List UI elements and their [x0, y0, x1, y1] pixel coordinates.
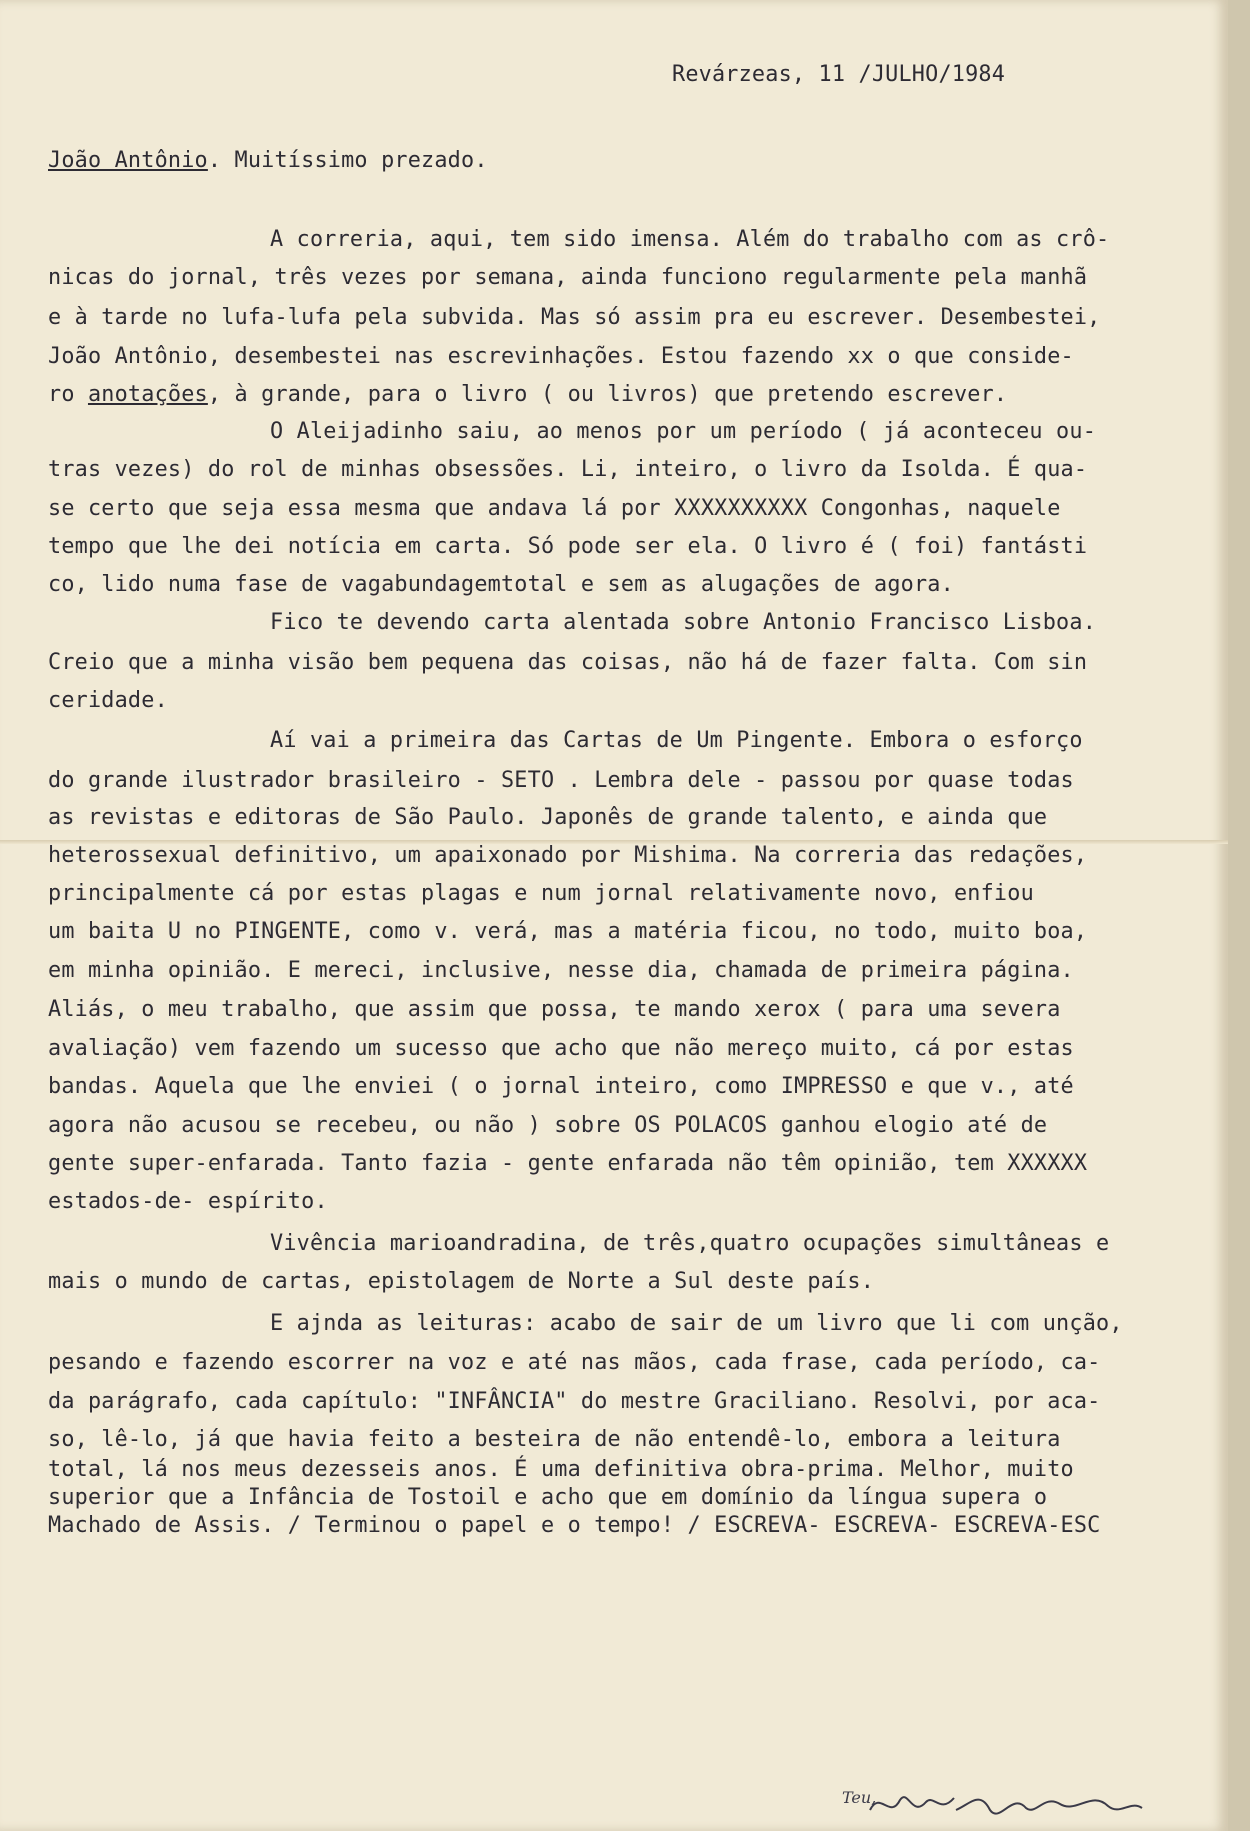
- salutation-name: João Antônio: [48, 148, 208, 173]
- letter-line: um baita U no PINGENTE, como v. verá, mas a matéria ficou, no todo, muito boa,: [48, 919, 1088, 944]
- letter-line: Aí vai a primeira das Cartas de Um Pingente. Embora o esforço: [270, 728, 1083, 753]
- letter-line: Vivência marioandradina, de três,quatro ocupações simultâneas e: [270, 1231, 1110, 1256]
- letter-line: Machado de Assis. / Terminou o papel e o tempo! / ESCREVA- ESCREVA- ESCREVA-ESC: [48, 1513, 1101, 1538]
- letter-line: tempo que lhe dei notícia em carta. Só pode ser ela. O livro é ( foi) fantásti: [48, 534, 1088, 559]
- letter-line: mais o mundo de cartas, epistolagem de Norte a Sul deste país.: [48, 1269, 875, 1294]
- salutation: [48, 146, 488, 176]
- signature-text: Wilson Bueno: [940, 1814, 947, 1815]
- letter-line: as revistas e editoras de São Paulo. Japonês de grande talento, e ainda que: [48, 805, 1048, 830]
- paper-edge: [1228, 0, 1250, 1831]
- letter-line: gente super-enfarada. Tanto fazia - gente enfarada não têm opinião, tem XXXXXX: [48, 1151, 1088, 1176]
- letter-line: Creio que a minha visão bem pequena das coisas, não há de fazer falta. Com sin: [48, 650, 1088, 675]
- letter-line: avaliação) vem fazendo um sucesso que acho que não mereço muito, cá por estas: [48, 1036, 1074, 1061]
- letter-line: em minha opinião. E mereci, inclusive, nesse dia, chamada de primeira página.: [48, 958, 1074, 983]
- letter-line: superior que a Infância de Tostoil e acho que em domínio da língua supera o: [48, 1485, 1048, 1510]
- letter-line: E ajnda as leituras: acabo de sair de um livro que li com unção,: [270, 1311, 1123, 1336]
- letter-line: se certo que seja essa mesma que andava lá por XXXXXXXXXX Congonhas, naquele: [48, 496, 1061, 521]
- letter-line: A correria, aqui, tem sido imensa. Além do trabalho com as crô-: [270, 227, 1110, 252]
- salutation-rest: . Muitíssimo prezado.: [207, 148, 488, 173]
- letter-line: e à tarde no lufa-lufa pela subvida. Mas só assim pra eu escrever. Desembestei,: [48, 305, 1101, 330]
- letter-line: ceridade.: [48, 688, 168, 713]
- letter-line: ro anotações, à grande, para o livro ( ou livros) que pretendo escrever.: [48, 382, 1008, 407]
- letter-line: heterossexual definitivo, um apaixonado por Mishima. Na correria das redações,: [48, 843, 1088, 868]
- signature: [830, 1780, 1210, 1828]
- letter-line: nicas do jornal, três vezes por semana, ainda funciono regularmente pela manhã: [48, 265, 1088, 290]
- letter-line: João Antônio, desembestei nas escrevinhações. Estou fazendo xx o que conside-: [48, 344, 1074, 369]
- signature-prefix: Teu,: [842, 1788, 877, 1807]
- letter-line: Aliás, o meu trabalho, que assim que possa, te mando xerox ( para uma severa: [48, 997, 1061, 1022]
- letter-line: so, lê-lo, já que havia feito a besteira de não entendê-lo, embora a leitura: [48, 1427, 1061, 1452]
- letter-line: O Aleijadinho saiu, ao menos por um período ( já aconteceu ou-: [270, 419, 1097, 444]
- letter-line: pesando e fazendo escorrer na voz e até nas mãos, cada frase, cada período, ca-: [48, 1350, 1101, 1375]
- letter-line: tras vezes) do rol de minhas obsessões. Li, inteiro, o livro da Isolda. É qua-: [48, 457, 1088, 482]
- letter-line: da parágrafo, cada capítulo: "INFÂNCIA" do mestre Graciliano. Resolvi, por aca-: [48, 1389, 1101, 1414]
- letter-date: Revárzeas, 11 /JULHO/1984: [672, 62, 1006, 87]
- letter-line: agora não acusou se recebeu, ou não ) sobre OS POLACOS ganhou elogio até de: [48, 1113, 1048, 1138]
- letter-line: estados-de- espírito.: [48, 1189, 328, 1214]
- letter-line: do grande ilustrador brasileiro - SETO . Lembra dele - passou por quase todas: [48, 768, 1074, 793]
- letter-line: Fico te devendo carta alentada sobre Antonio Francisco Lisboa.: [270, 610, 1097, 635]
- underlined-word: anotações: [87, 382, 208, 407]
- letter-line: total, lá nos meus dezesseis anos. É uma definitiva obra-prima. Melhor, muito: [48, 1457, 1074, 1482]
- letter-line: principalmente cá por estas plagas e num jornal relativamente novo, enfiou: [48, 881, 1034, 906]
- letter-line: bandas. Aquela que lhe enviei ( o jornal inteiro, como IMPRESSO e que v., até: [48, 1074, 1074, 1099]
- letter-line: co, lido numa fase de vagabundagemtotal e sem as alugações de agora.: [48, 572, 954, 597]
